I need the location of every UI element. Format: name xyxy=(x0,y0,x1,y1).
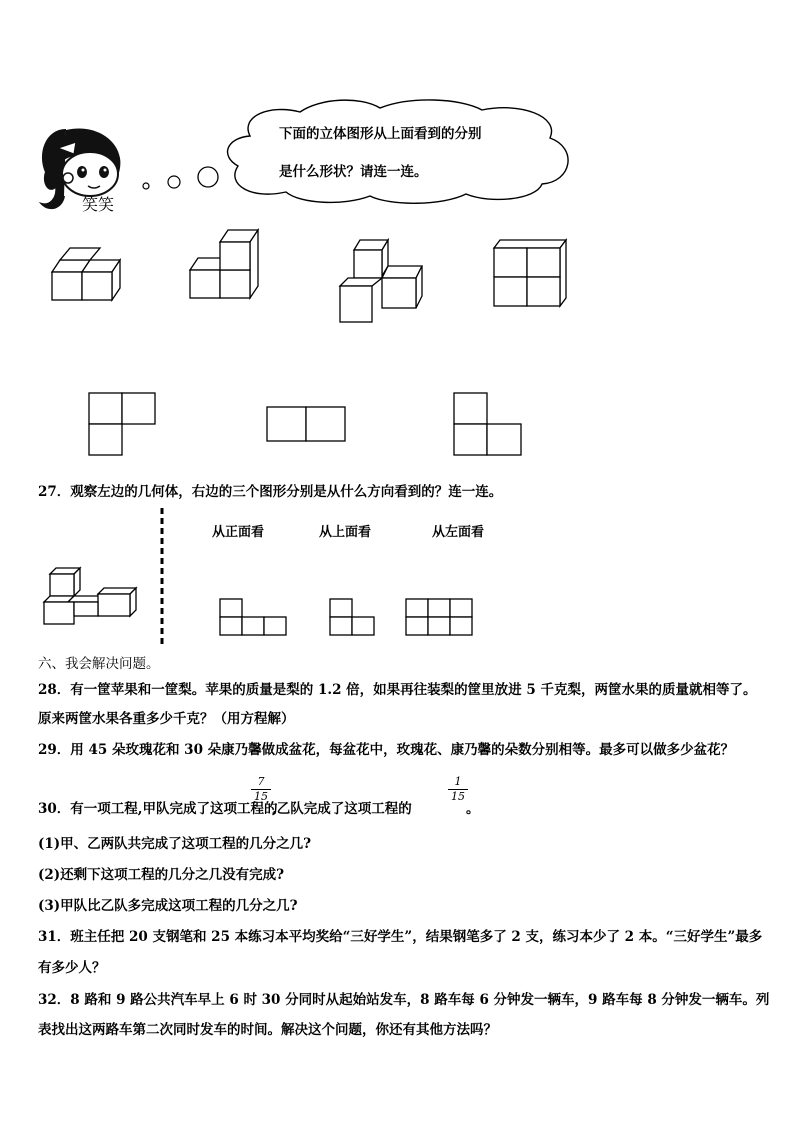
question-30-part-b: ,乙队完成了这项工程的 xyxy=(272,801,412,817)
question-30-part-c: 。 xyxy=(466,801,480,817)
solid-figure-1 xyxy=(40,244,130,304)
section-6-title: 六、我会解决问题。 xyxy=(38,656,160,672)
question-31-line-1: 31．班主任把 20 支钢笔和 25 本练习本平均奖给“三好学生”，结果钢笔多了 2 支，练习本少了 2 本。“三好学生”最多 xyxy=(38,929,763,945)
girl-caption: 笑笑 xyxy=(82,195,115,214)
thought-bubbles xyxy=(140,164,230,194)
cloud-line-2: 是什么形状？请连一连。 xyxy=(279,164,428,180)
q27-view-shape-3 xyxy=(405,598,475,638)
question-30-sub-2: (2)还剩下这项工程的几分之几没有完成? xyxy=(38,867,285,883)
question-30-part-a: 30．有一项工程,甲队完成了这项工程的 xyxy=(38,801,278,817)
question-32-line-2: 表找出这两路车第二次同时发车的时间。解决这个问题，你还有其他方法吗？ xyxy=(38,1022,497,1038)
solid-figure-4 xyxy=(490,236,570,310)
view-label-left: 从左面看 xyxy=(432,525,485,540)
question-29: 29．用 45 朵玫瑰花和 30 朵康乃馨做成盆花，每盆花中，玫瑰花、康乃馨的朵数分别相等。最多可以做多少盆花？ xyxy=(38,742,735,758)
question-30-sub-3: (3)甲队比乙队多完成这项工程的几分之几? xyxy=(38,898,298,914)
q27-view-shape-2 xyxy=(329,598,377,638)
solid-figure-3 xyxy=(336,236,432,326)
dashed-divider xyxy=(160,508,164,648)
fraction-2-numerator: 1 xyxy=(448,775,468,790)
fraction-1-denominator: 15 xyxy=(254,790,268,803)
question-28-line-2: 原来两筐水果各重多少千克？（用方程解） xyxy=(38,711,295,727)
view-label-front: 从正面看 xyxy=(212,525,265,540)
fraction-1-numerator: 7 xyxy=(251,775,271,790)
fraction-7-15 xyxy=(251,775,271,804)
top-view-3 xyxy=(453,392,525,458)
solid-figure-2 xyxy=(186,226,266,302)
question-30-sub-1: (1)甲、乙两队共完成了这项工程的几分之几? xyxy=(38,836,312,852)
question-27: 27．观察左边的几何体，右边的三个图形分别是从什么方向看到的？连一连。 xyxy=(38,484,503,500)
fraction-1-15 xyxy=(448,775,468,804)
question-28-line-1: 28．有一筐苹果和一筐梨。苹果的质量是梨的 1.2 倍，如果再往装梨的筐里放进 5 千克梨，两筐水果的质量就相等了。 xyxy=(38,682,757,698)
view-label-top: 从上面看 xyxy=(319,525,372,540)
fraction-2-denominator: 15 xyxy=(451,790,465,803)
q27-view-shape-1 xyxy=(219,598,289,638)
q27-solid xyxy=(40,564,144,626)
top-view-1 xyxy=(88,392,158,458)
question-32-line-1: 32．8 路和 9 路公共汽车早上 6 时 30 分同时从起始站发车，8 路车每 6 分钟发一辆车，9 路车每 8 分钟发一辆车。列 xyxy=(38,992,770,1008)
speech-cloud xyxy=(220,96,580,206)
top-view-2 xyxy=(266,406,348,444)
cloud-line-1: 下面的立体图形从上面看到的分别 xyxy=(279,126,482,142)
question-31-line-2: 有多少人？ xyxy=(38,960,106,976)
